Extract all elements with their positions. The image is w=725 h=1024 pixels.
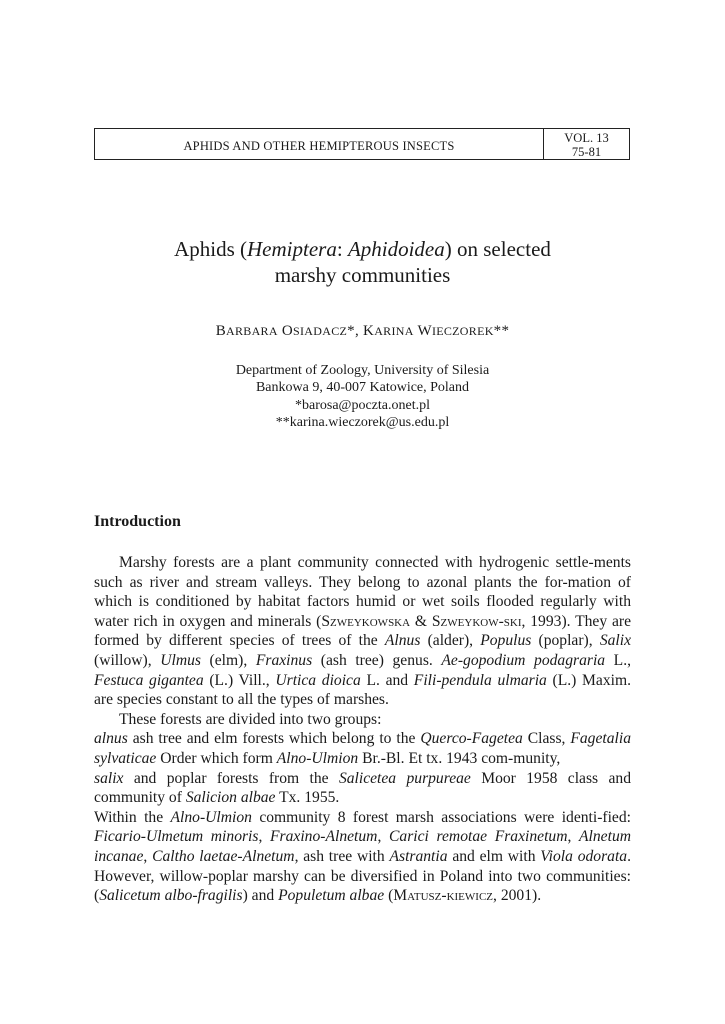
article-title-line-1: Aphids (Hemiptera: Aphidoidea) on selected <box>174 237 551 261</box>
affiliation-department: Department of Zoology, University of Silesia <box>235 363 490 378</box>
paragraph-2: These forests are divided into two groups: <box>119 710 382 728</box>
section-heading-introduction: Introduction <box>94 513 181 530</box>
paragraph-5: Within the Alno-Ulmion community 8 forest marsh associations were identi-fied: Ficario-Ulmetum minoris, Fraxino-Alnetum, Carici remotae Fraxinetum, Alnetum incanae, Caltho laetae-Alnetum, ash tree with Astrantia and elm with Viola odorata. However, willow-poplar marshy can be diversified in Poland into two communities: (Salicetum albo-fragilis) and Populetum albae (Matusz-kiewicz, 2001). <box>94 808 631 905</box>
volume-info <box>543 129 629 159</box>
page-range: 75-81 <box>571 145 602 159</box>
author-1-email: *barosa@poczta.onet.pl <box>295 397 430 413</box>
paragraph-4: salix and poplar forests from the Salicetea purpureae Moor 1958 class and community of Salicion albae Tx. 1955. <box>94 769 631 807</box>
author-1: BARBARA OSIADACZ*, <box>215 323 364 339</box>
affiliation-address: Bankowa 9, 40-007 Katowice, Poland <box>255 380 470 396</box>
affiliation-block <box>0 362 725 431</box>
paragraph-3: alnus ash tree and elm forests which belong to the Querco-Fagetea Class, Fagetalia sylvaticae Order which form Alno-Ulmion Br.-Bl. Et tx. 1943 com-munity, <box>94 730 631 767</box>
author-2: KARINA WIECZOREK** <box>363 323 510 339</box>
volume-number: VOL. 13 <box>564 131 609 145</box>
introduction-body <box>94 553 631 906</box>
author-2-email: **karina.wieczorek@us.edu.pl <box>275 414 450 430</box>
journal-series-title: APHIDS AND OTHER HEMIPTEROUS INSECTS <box>183 138 455 153</box>
article-title <box>0 236 725 288</box>
journal-header-box <box>94 128 630 160</box>
paragraph-1: Marshy forests are a plant community connected with hydrogenic settle-ments such as river and stream valleys. They belong to azonal plants the for-mation of which is conditioned by habitat factors humid or wet soils flooded regularly with water rich in oxygen and minerals (Szweykowska & Szweykow-ski, 1993). They are formed by different species of trees of the Alnus (alder), Populus (poplar), Salix (willow), Ulmus (elm), Fraxinus (ash tree) genus. Ae-gopodium podagraria L., Festuca gigantea (L.) Vill., Urtica dioica L. and Fili-pendula ulmaria (L.) Maxim. are species constant to all the types of marshes. <box>94 554 632 709</box>
article-title-line-2: marshy communities <box>274 263 451 287</box>
author-list <box>0 323 725 340</box>
